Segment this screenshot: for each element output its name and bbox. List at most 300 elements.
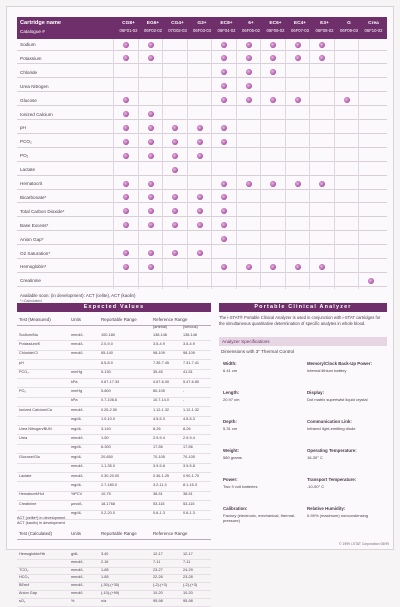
availability-dot (123, 42, 129, 48)
analyte-row (17, 122, 387, 134)
availability-dot (172, 208, 178, 214)
availability-dot (270, 55, 276, 61)
spec-value: Dot matrix supertwist liquid crystal (307, 397, 368, 402)
cartridge-code: 06F08-02 (315, 28, 334, 33)
availability-dot (197, 139, 203, 145)
availability-dot (172, 153, 178, 159)
availability-dot (197, 194, 203, 200)
cartridge-column (287, 20, 314, 34)
calculated-cell: 95-98 (183, 598, 193, 603)
column-divider (236, 39, 237, 289)
analyte-label: Total Carbon Dioxide* (20, 208, 65, 214)
calculated-cell: (-2)-(+3) (153, 583, 168, 588)
act-note-1: ACT (celite*) in development (17, 516, 66, 520)
act-note-2: ACT (kaolin) in development (17, 521, 65, 525)
expected-cell: mg/dL (71, 445, 82, 450)
availability-dot (123, 111, 129, 117)
cartridge-code: 06F05-02 (242, 28, 260, 33)
availability-dot (197, 153, 203, 159)
expected-cell: mmol/L (71, 351, 84, 356)
calculated-cell: mmol/L (71, 583, 84, 588)
expected-values-section (17, 303, 211, 603)
analyte-row (17, 67, 387, 79)
cartridge-name: G3+ (197, 21, 207, 26)
calculated-cell: 24-29 (183, 567, 193, 572)
spec-item (307, 390, 387, 402)
expected-cell: 8-26 (183, 426, 191, 431)
spec-item (307, 419, 387, 431)
expected-cell: Glucose/Glu (19, 454, 40, 459)
expected-cell: 138-146 (153, 332, 167, 337)
availability-dot (270, 181, 276, 187)
cartridge-column (238, 20, 265, 34)
cartridge-column (189, 20, 216, 34)
expected-cell: 80-105 (153, 388, 165, 393)
spec-item (223, 448, 303, 460)
availability-dot (172, 194, 178, 200)
sub-arterial: (arterial) (153, 325, 168, 329)
availability-dot (123, 250, 129, 256)
analyte-row (17, 150, 387, 162)
copyright: © 1999 i-STAT Corporation 06/99 (339, 542, 389, 546)
calculated-cell: sO₂ (19, 598, 26, 603)
spec-value: 16-30° C (307, 455, 323, 460)
calc-header-test: Test (Calculated) (19, 531, 52, 536)
expected-cell: kPa (71, 398, 78, 403)
availability-dot (148, 181, 154, 187)
expected-cell: 98-109 (153, 351, 165, 356)
calculated-cell: Anion Gap (19, 591, 37, 595)
calculated-cell: 22-26 (153, 575, 163, 580)
availability-dot (295, 97, 301, 103)
expected-cell: 3.9-5.8 (153, 464, 165, 469)
availability-dot (123, 153, 129, 159)
availability-dot (148, 125, 154, 131)
availability-dot (123, 125, 129, 131)
expected-cell: mmol/L (71, 464, 84, 469)
availability-dot (197, 222, 203, 228)
expected-cell: 17-56 (183, 445, 193, 450)
expected-cell: mg/dL (71, 417, 82, 422)
cartridge-name: E3+ (320, 21, 329, 26)
expected-cell: 1.1-35.0 (101, 464, 115, 469)
analyte-row (17, 178, 387, 190)
availability-dot (148, 194, 154, 200)
spec-key: Width: (223, 361, 237, 366)
cartridge-name: EC4+ (293, 21, 307, 26)
calculated-cell: (-10)-(+99) (101, 591, 120, 595)
expected-cell: 35-45 (153, 370, 163, 375)
availability-dot (246, 69, 252, 75)
available-soon-note: Available soon: (in development): ACT (celite), ACT (kaolin) (20, 293, 136, 298)
availability-dot (295, 42, 301, 48)
expected-cell: 3-140 (101, 426, 111, 431)
expected-cell: Urea Nitrogen/BUN (19, 426, 52, 431)
expected-cell: 10.7-14.0 (153, 398, 170, 403)
expected-cell: 0.6-1.3 (153, 511, 165, 516)
availability-dot (221, 55, 227, 61)
expected-cell: PCO₂ (19, 370, 29, 375)
availability-dot (295, 264, 301, 270)
spec-item (307, 448, 387, 460)
expected-cell: 1-50 (101, 435, 109, 440)
expected-cell: 53-115 (183, 501, 195, 506)
availability-dot (148, 264, 154, 270)
spec-key: Display: (307, 390, 325, 395)
availability-dot (319, 181, 325, 187)
expected-cell: Creatinine (19, 501, 37, 506)
cartridge-code: 06F07-03 (291, 28, 309, 33)
spec-item (307, 477, 387, 489)
expected-cell: - (183, 388, 185, 393)
availability-dot (319, 42, 325, 48)
availability-dot (123, 139, 129, 145)
availability-dot (172, 250, 178, 256)
availability-dot (197, 125, 203, 131)
availability-dot (221, 208, 227, 214)
spec-key: Relative Humidity: (307, 506, 346, 511)
availability-dot (197, 250, 203, 256)
calculated-cell: mmol/L (71, 559, 84, 564)
expected-cell: Sodium/Na (19, 332, 38, 337)
calculated-cell: mmol/L (71, 567, 84, 572)
calculated-cell: TCO₂ (19, 567, 29, 572)
availability-dot (148, 139, 154, 145)
calculated-cell: 7-11 (153, 559, 161, 564)
calculated-cell: n/a (101, 598, 107, 603)
expected-cell: 38-51 (153, 492, 163, 497)
spec-value: 0-90% (maximum) noncondensing (307, 513, 368, 518)
expected-cell: 4.5-5.3 (183, 417, 195, 422)
expected-cell: 4.67-6.00 (153, 379, 170, 384)
expected-cell: Potassium/K (19, 341, 41, 346)
column-divider (138, 39, 139, 289)
calculated-cell: 7-11 (183, 559, 191, 564)
spec-item (307, 361, 387, 373)
calculated-cell: 23-28 (183, 575, 193, 580)
analyte-row (17, 220, 387, 232)
analyte-label: Sodium (20, 42, 36, 47)
expected-cell: 2.9-9.4 (153, 435, 165, 440)
expected-cell: mg/dL (71, 511, 82, 516)
availability-dot (123, 208, 129, 214)
expected-cell: 20-650 (101, 454, 113, 459)
calculated-cell: 3.40 (101, 552, 109, 556)
availability-dot (221, 222, 227, 228)
analyte-row (17, 248, 387, 260)
availability-dot (295, 181, 301, 187)
expected-cell: 18-1768 (101, 501, 115, 506)
header-ref: Reference Range (153, 317, 188, 322)
analyte-row (17, 81, 387, 93)
analyzer-spec-title: Analyzer Specifications (219, 337, 387, 346)
calculated-cell: (-2)-(+3) (183, 583, 198, 588)
expected-cell: 6.5-8.0 (101, 360, 113, 365)
availability-dot (148, 222, 154, 228)
cartridge-column (336, 20, 363, 34)
expected-cell: 70-105 (153, 454, 165, 459)
availability-dot (172, 139, 178, 145)
spec-value: 580 grams (223, 455, 242, 460)
analyzer-dimensions: Dimensions with 3" Thermal Control (221, 349, 295, 354)
availability-dot (172, 125, 178, 131)
availability-dot (270, 97, 276, 103)
availability-dot (148, 153, 154, 159)
column-divider (162, 39, 163, 289)
expected-cell: 1.12-1.32 (183, 407, 200, 412)
expected-cell: 8-26 (153, 426, 161, 431)
expected-cell: 2.0-9.0 (101, 341, 113, 346)
expected-cell: Chloride/Cl (19, 351, 38, 356)
cartridge-column (360, 20, 387, 34)
matrix-subtitle: Catalogue # (20, 29, 45, 34)
expected-cell: 2.9-9.4 (183, 435, 195, 440)
expected-cell: 0.7-106.6 (101, 398, 118, 403)
expected-cell: 0.90-1.70 (183, 473, 200, 478)
analyte-row (17, 39, 387, 51)
expected-cell: 0.25-2.50 (101, 407, 118, 412)
calculated-cell: HCO₃ (19, 575, 29, 580)
expected-cell: 41-51 (183, 370, 193, 375)
matrix-title: Cartridge name (20, 20, 62, 26)
cartridge-code: 06F03-03 (193, 28, 211, 33)
cartridge-code: 06F04-02 (217, 28, 236, 33)
analyte-row (17, 234, 387, 246)
cartridge-column (311, 20, 338, 34)
availability-dot (148, 111, 154, 117)
analyte-label: Hemoglobin* (20, 264, 47, 270)
availability-dot (148, 250, 154, 256)
availability-dot (221, 181, 227, 187)
availability-dot (221, 236, 227, 242)
availability-dot (344, 97, 350, 103)
column-divider (113, 39, 114, 289)
availability-dot (123, 97, 129, 103)
analyte-label: Glucose (20, 97, 37, 103)
expected-cell: - (183, 398, 185, 403)
availability-dot (270, 264, 276, 270)
sub-venous: (venous) (183, 325, 198, 329)
analyte-label: Anion Gap* (20, 236, 44, 242)
expected-cell: 38-51 (183, 492, 193, 497)
spec-value: 20.97 cm (223, 397, 240, 402)
expected-cell: 0.30-20.00 (101, 473, 120, 478)
calc-header-range: Reportable Range (101, 531, 137, 536)
availability-dot (172, 222, 178, 228)
cartridge-column (140, 20, 167, 34)
expected-cell: mg/dL (71, 454, 82, 459)
expected-cell: 7.31-7.41 (183, 360, 200, 365)
availability-dot (246, 97, 252, 103)
analyte-row (17, 53, 387, 65)
analyte-label: Bicarbonate* (20, 194, 47, 200)
analyte-row (17, 109, 387, 121)
availability-dot (148, 42, 154, 48)
analyzer-bar: Portable Clinical Analyzer (219, 303, 387, 312)
availability-dot (221, 194, 227, 200)
column-divider (358, 39, 359, 289)
expected-cell: 0.36-1.25 (153, 473, 170, 478)
spec-item (223, 506, 303, 523)
matrix-header (17, 17, 387, 39)
expected-cell: mmol/L (71, 407, 84, 412)
expected-cell: mmol/L (71, 341, 84, 346)
expected-cell: 1.0-10.0 (101, 417, 115, 422)
availability-dot (221, 264, 227, 270)
calculated-cell: BEecf (19, 583, 30, 588)
availability-dot (148, 208, 154, 214)
cartridge-name: EC8+ (220, 21, 233, 26)
spec-value: 5.31 cm (223, 426, 238, 431)
analyte-label: PCO₂ (20, 139, 32, 145)
calculated-cell: 23-27 (153, 567, 163, 572)
expected-cell: 100-180 (101, 332, 115, 337)
analyte-row (17, 95, 387, 107)
cartridge-name: CG8+ (122, 21, 135, 26)
expected-cell: 70-105 (183, 454, 195, 459)
cartridge-code: 07G02-03 (168, 28, 187, 33)
availability-dot (148, 55, 154, 61)
expected-cell: kPa (71, 379, 78, 384)
calculated-row (17, 598, 211, 607)
calculated-note: *=Calculated (20, 299, 42, 303)
expected-cell: mg/dL (71, 482, 82, 487)
spec-item (223, 477, 303, 489)
expected-cell: 53-115 (153, 501, 165, 506)
analyte-label: Lactate (20, 167, 36, 173)
expected-cell: 5.47-6.80 (183, 379, 200, 384)
expected-cell: 6-300 (101, 445, 111, 450)
availability-dot (221, 139, 227, 145)
expected-cell: 2.7-180.0 (101, 482, 118, 487)
spec-value: 6.41 cm (223, 368, 238, 373)
availability-dot (197, 208, 203, 214)
calculated-cell: Hemoglobin/Hb (19, 552, 46, 556)
analyte-label: Hematocrit (20, 181, 43, 186)
expected-cell: 17-56 (153, 445, 163, 450)
expected-cell: mmHg (71, 388, 83, 393)
availability-dot (246, 83, 252, 89)
spec-key: Communication Link: (307, 419, 352, 424)
availability-dot (246, 55, 252, 61)
calculated-cell: mmol/L (71, 591, 84, 595)
analyzer-intro: The i-STAT® Portable Clinical Analyzer is used in conjunction with i-STAT cartridges for the simultaneous quantitative determination of specific analytes in whole blood. (219, 315, 381, 326)
expected-values-bar: Expected Values (17, 303, 211, 312)
cartridge-name: EG6+ (146, 21, 160, 26)
spec-key: Operating Temperature: (307, 448, 357, 453)
analyte-row (17, 275, 387, 287)
availability-dot (319, 264, 325, 270)
analyte-label: Ionized Calcium (20, 111, 53, 117)
availability-dot (221, 125, 227, 131)
availability-dot (221, 83, 227, 89)
availability-dot (221, 69, 227, 75)
spec-key: Transport Temperature: (307, 477, 357, 482)
column-divider (260, 39, 261, 289)
cartridge-column (262, 20, 289, 34)
expected-cell: Urea (19, 435, 28, 440)
analyte-label: Chloride (20, 69, 38, 75)
availability-dot (172, 167, 178, 173)
analyte-label: Potassium (20, 55, 42, 61)
column-divider (309, 39, 310, 289)
expected-cell: mmol/L (71, 473, 84, 478)
availability-dot (221, 97, 227, 103)
expected-cell: 3.5-4.9 (183, 341, 195, 346)
cartridge-name: CG4+ (171, 21, 184, 26)
expected-cell: 10-75 (101, 492, 111, 497)
expected-cell: 3.9-5.8 (183, 464, 195, 469)
expected-cell: 98-109 (183, 351, 195, 356)
cartridge-code: 06F01-02 (119, 28, 138, 33)
spec-key: Length: (223, 390, 240, 395)
expected-cell: 0.2-20.0 (101, 511, 115, 516)
calculated-cell: 1-85 (101, 567, 109, 572)
cartridge-code: 06F09-03 (340, 28, 358, 33)
cartridge-code: 06F02-02 (144, 28, 162, 33)
spec-item (307, 506, 387, 518)
availability-dot (246, 264, 252, 270)
cartridge-name: Crea (368, 21, 379, 26)
expected-cell: 0.6-1.3 (183, 511, 195, 516)
spec-value: Internal lithium battery (307, 368, 347, 373)
cartridge-matrix (17, 17, 387, 303)
analyte-row (17, 136, 387, 148)
analyte-row (17, 192, 387, 204)
cartridge-name: G (347, 21, 351, 26)
availability-dot (123, 222, 129, 228)
cartridge-column (164, 20, 191, 34)
spec-key: Calibration: (223, 506, 248, 511)
cartridge-column (115, 20, 142, 34)
availability-dot (368, 278, 374, 284)
expected-cell: 4.5-5.3 (153, 417, 165, 422)
calculated-cell: % (71, 598, 75, 603)
measured-header (17, 315, 211, 326)
availability-dot (123, 194, 129, 200)
expected-cell: Lactate (19, 473, 32, 478)
expected-cell: 0.67-17.33 (101, 379, 120, 384)
expected-cell: 5-130 (101, 370, 111, 375)
expected-cell: 8.1-15.3 (183, 482, 197, 487)
availability-dot (246, 181, 252, 187)
expected-cell: 138-146 (183, 332, 197, 337)
expected-cell: %PCV (71, 492, 83, 497)
expected-cell: 7.35-7.45 (153, 360, 170, 365)
spec-key: Weight: (223, 448, 240, 453)
expected-cell: pH (19, 360, 24, 365)
analyzer-section (219, 303, 387, 547)
expected-cell: µmol/L (71, 501, 83, 506)
brochure-page (6, 6, 394, 603)
analyte-label: Urea Nitrogen (20, 83, 49, 89)
cartridge-name: 6+ (248, 21, 254, 26)
calculated-cell: 12-17 (183, 552, 193, 556)
availability-dot (246, 42, 252, 48)
header-test: Test (Measured) (19, 317, 51, 322)
spec-key: Memory/Clock Back-Up Power: (307, 361, 372, 366)
spec-item (223, 361, 303, 373)
analyte-label: O2 Saturation* (20, 250, 51, 256)
calculated-cell: mmol/L (71, 575, 84, 580)
expected-cell: 1.12-1.32 (153, 407, 170, 412)
spec-item (223, 419, 303, 431)
analyte-label: Base Excess* (20, 222, 49, 228)
spec-value: Two 9 volt batteries (223, 484, 258, 489)
expected-cell: mg/dL (71, 426, 82, 431)
analyte-label: PO₂ (20, 153, 29, 159)
expected-cell: 65-140 (101, 351, 113, 356)
